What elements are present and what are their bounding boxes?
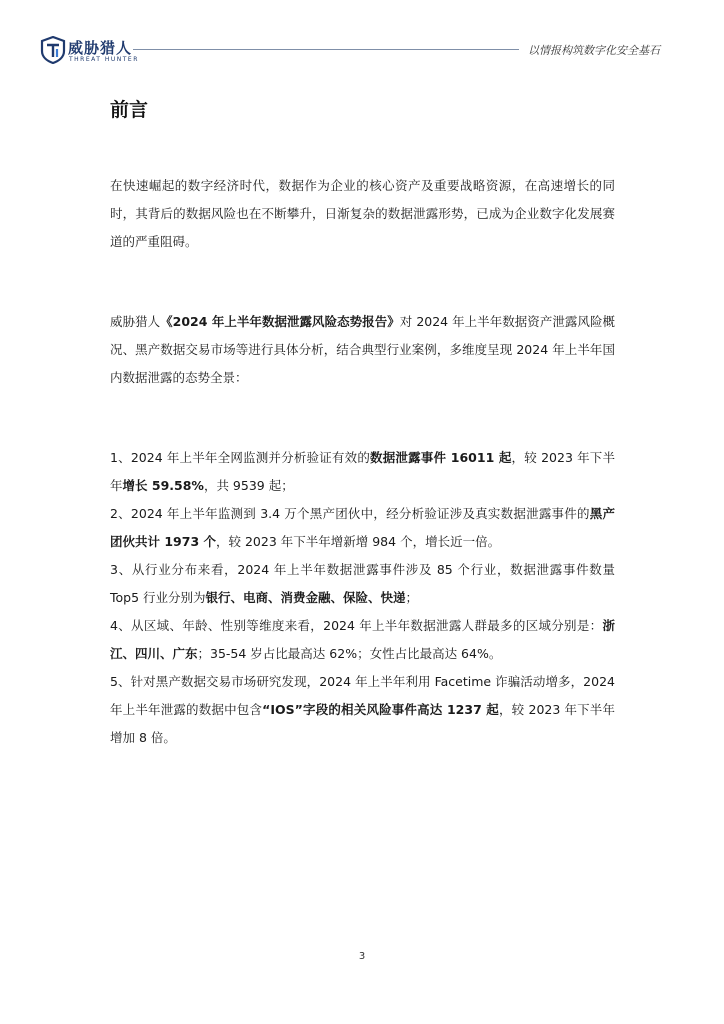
header-divider bbox=[133, 49, 519, 50]
finding-text: 4、从区域、年龄、性别等维度来看，2024 年上半年数据泄露人群最多的区域分别是： bbox=[110, 618, 603, 633]
finding-text: ，较 2023 年下半年增新增 984 个，增长近一倍。 bbox=[216, 534, 501, 549]
threat-hunter-logo bbox=[40, 36, 150, 66]
report-title: 《2024 年上半年数据泄露风险态势报告》 bbox=[160, 314, 400, 329]
finding-text: 5、针对黑产数据交易市场研究发现，2024 年上半年利用 Facetime 诈骗活动增多，2024 年上半年泄露的数据中包含 bbox=[110, 674, 615, 717]
page-header bbox=[0, 0, 724, 70]
finding-highlight: “IOS”字段的相关风险事件高达 1237 起 bbox=[262, 702, 499, 717]
intro-p2-rest: 对 2024 年上半年数据资产泄露风险概况、黑产数据交易市场等进行具体分析，结合典型行业案例，多维度呈现 2024 年上半年国内数据泄露的态势全景： bbox=[110, 314, 615, 385]
finding-text: 2、2024 年上半年监测到 3.4 万个黑产团伙中，经分析验证涉及真实数据泄露事件的 bbox=[110, 506, 590, 521]
finding-text: ，较 2023 年下半年 bbox=[110, 450, 615, 493]
logo-english-name: THREAT HUNTER bbox=[69, 56, 139, 63]
finding-highlight: 银行、电商、消费金融、保险、快递 bbox=[205, 590, 406, 605]
page-number: 3 bbox=[358, 951, 366, 962]
finding-highlight: 浙江、四川、广东 bbox=[110, 618, 615, 661]
header-slogan: 以情报构筑数字化安全基石 bbox=[528, 44, 660, 57]
page-title: 前言 bbox=[110, 99, 149, 121]
finding-text: 1、2024 年上半年全网监测并分析验证有效的 bbox=[110, 450, 371, 465]
intro-p2-lead: 威胁猎人 bbox=[110, 314, 161, 329]
finding-item bbox=[110, 612, 615, 668]
finding-item bbox=[110, 500, 615, 556]
finding-text: 3、从行业分布来看，2024 年上半年数据泄露事件涉及 85 个行业，数据泄露事件数量 Top5 行业分别为 bbox=[110, 562, 615, 605]
finding-text: ，共 9539 起； bbox=[203, 478, 294, 493]
document-body bbox=[110, 172, 615, 752]
finding-item bbox=[110, 444, 615, 500]
finding-item bbox=[110, 556, 615, 612]
finding-highlight: 黑产团伙共计 1973 个 bbox=[110, 506, 615, 549]
intro-paragraph-2 bbox=[110, 308, 615, 392]
intro-paragraph-1: 在快速崛起的数字经济时代，数据作为企业的核心资产及重要战略资源，在高速增长的同时，其背后的数据风险也在不断攀升，日渐复杂的数据泄露形势，已成为企业数字化发展赛道的严重阻碍。 bbox=[110, 178, 615, 249]
finding-text: ； bbox=[405, 590, 419, 605]
finding-text: ，较 2023 年下半年增加 8 倍。 bbox=[110, 702, 615, 745]
finding-highlight: 增长 59.58% bbox=[122, 478, 204, 493]
finding-highlight: 数据泄露事件 16011 起 bbox=[370, 450, 512, 465]
finding-item bbox=[110, 668, 615, 752]
finding-text: ；35-54 岁占比最高达 62%；女性占比最高达 64%。 bbox=[197, 646, 502, 661]
logo-chinese-name: 威胁猎人 bbox=[68, 39, 133, 57]
shield-logo-icon bbox=[40, 36, 66, 64]
